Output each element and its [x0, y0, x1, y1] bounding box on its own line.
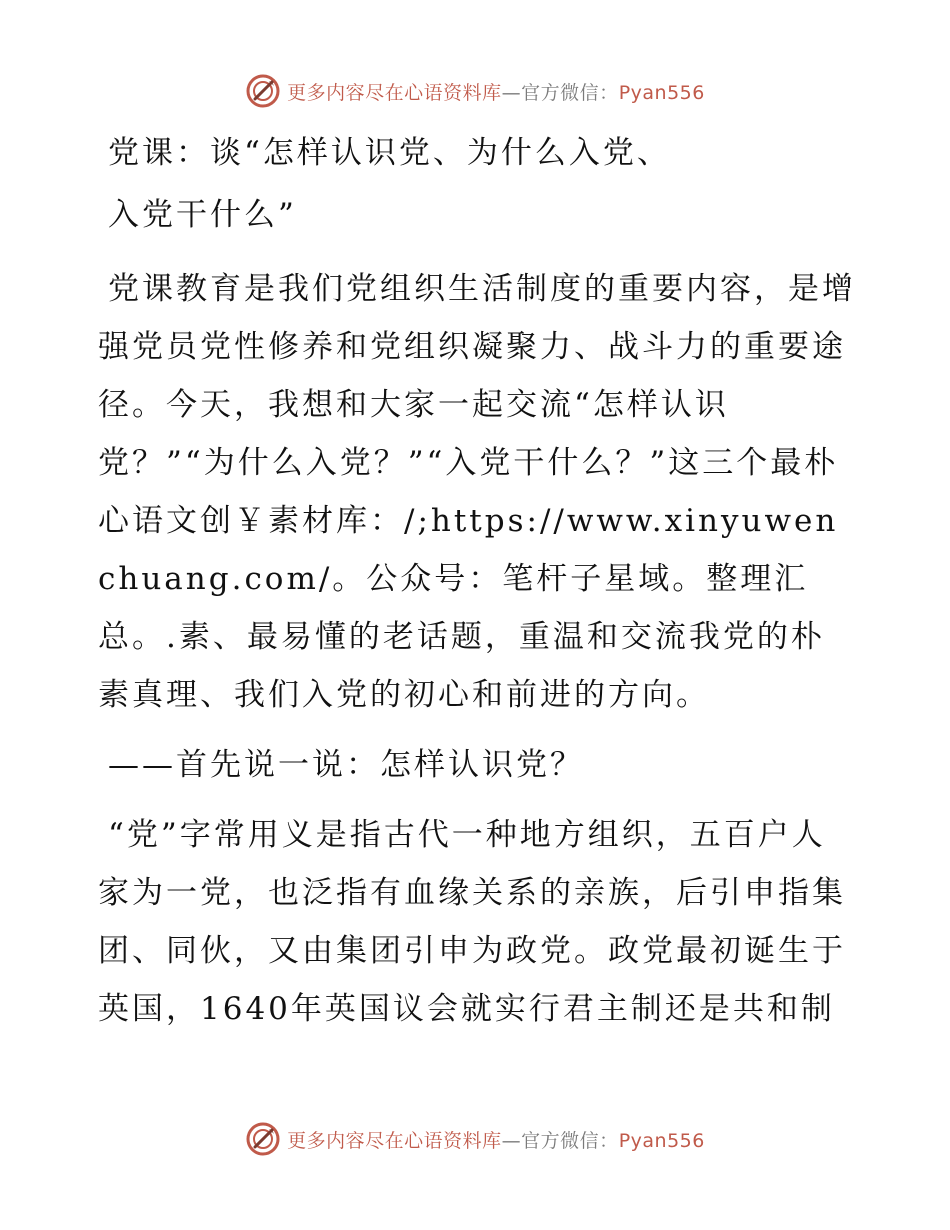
footer-wechat-label: 官方微信：	[521, 1129, 619, 1152]
title-line-2: 入党干什么”	[108, 197, 297, 233]
title-line-1: 党课：谈“怎样认识党、为什么入党、	[108, 135, 671, 171]
header-wechat-label: 官方微信：	[521, 81, 619, 104]
section-heading	[98, 736, 858, 794]
page-footer	[0, 1114, 950, 1164]
brand-logo-icon	[245, 1121, 281, 1157]
footer-wechat-id: Pyan556	[618, 1129, 705, 1152]
brand-logo-icon	[245, 73, 281, 109]
paragraph-intro-text: 党课教育是我们党组织生活制度的重要内容，是增强党员党性修养和党组织凝聚力、战斗力的重要途径。今天，我想和大家一起交流“怎样认识党？”“为什么入党？”“入党干什么？”这三个最朴心语文创￥素材库：/;https://www.xinyuwenchuang.com/。公众号：笔杆子星域。整理汇总。.素、最易懂的老话题，重温和交流我党的朴素真理、我们入党的初心和前进的方向。	[98, 271, 856, 713]
header-brand-text	[287, 78, 705, 105]
footer-brand: 更多内容尽在心语资料库	[287, 1129, 502, 1152]
header-brand: 更多内容尽在心语资料库	[287, 81, 502, 104]
page-header	[0, 66, 950, 116]
paragraph-party-meaning-text: “党”字常用义是指古代一种地方组织，五百户人家为一党，也泛指有血缘关系的亲族，后引申指集团、同伙，又由集团引申为政党。政党最初诞生于英国，1640年英国议会就实行君主制还是共和制	[98, 817, 846, 1027]
paragraph-party-meaning	[98, 806, 858, 1038]
header-dash: —	[501, 81, 522, 104]
footer-brand-text	[287, 1126, 705, 1153]
paragraph-intro	[98, 260, 858, 724]
document-title	[98, 122, 858, 246]
section-heading-text: ——首先说一说：怎样认识党？	[108, 747, 584, 783]
document-body	[98, 122, 858, 1050]
footer-dash: —	[501, 1129, 522, 1152]
header-wechat-id: Pyan556	[618, 81, 705, 104]
